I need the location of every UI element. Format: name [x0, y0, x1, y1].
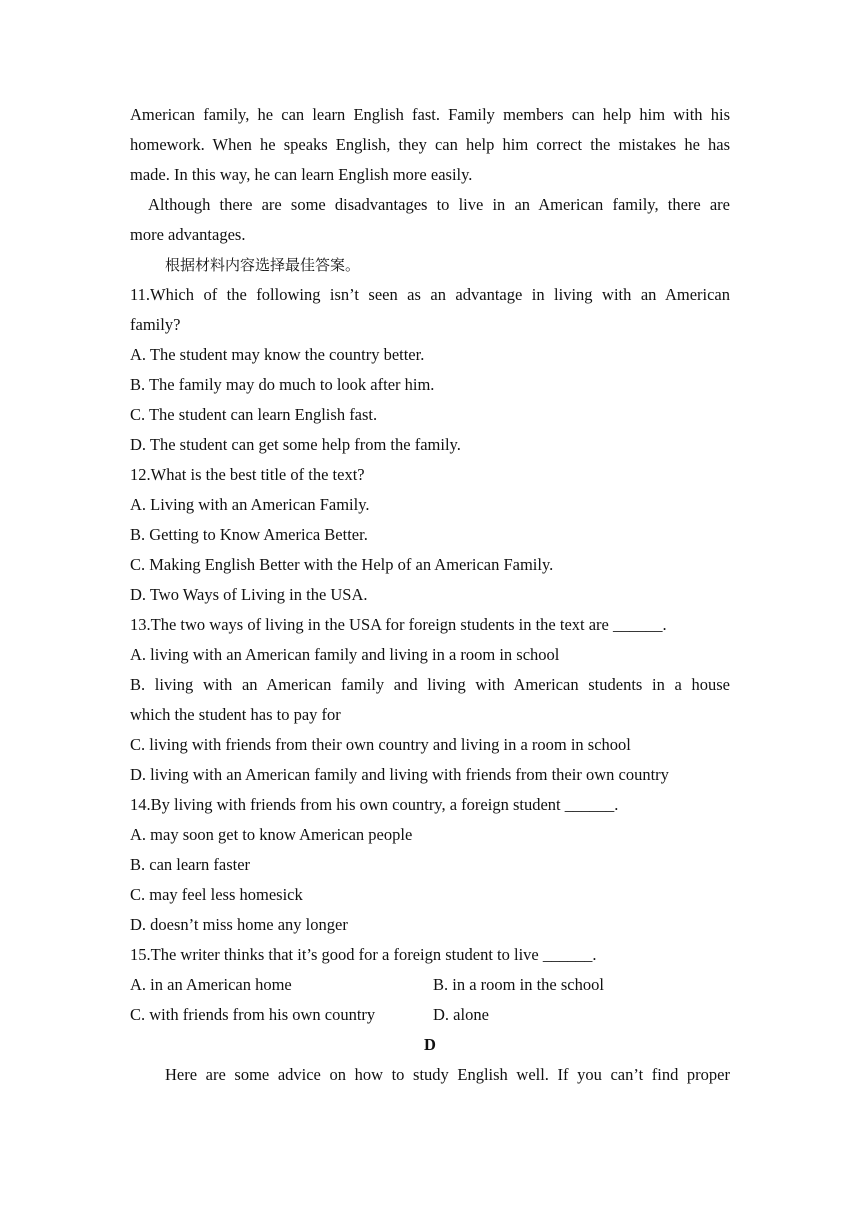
question-stem: 15.The writer thinks that it’s good for a foreign student to live ______.: [130, 945, 597, 964]
question-stem: 13.The two ways of living in the USA for foreign students in the text are ______.: [130, 615, 667, 634]
passage-line: more advantages.: [130, 225, 246, 244]
option: A. living with an American family and living in a room in school: [130, 645, 560, 664]
option: D. doesn’t miss home any longer: [130, 915, 348, 934]
instruction: 根据材料内容选择最佳答案。: [165, 256, 361, 274]
option: C. The student can learn English fast.: [130, 405, 378, 424]
option: C. Making English Better with the Help of an American Family.: [130, 555, 554, 574]
option: C. with friends from his own country: [130, 1005, 376, 1024]
option: B. living with an American family and living with American students in a house: [130, 675, 730, 694]
passage-line: American family, he can learn English fast. Family members can help him with his: [130, 105, 730, 124]
option: which the student has to pay for: [130, 705, 341, 724]
passage-line: homework. When he speaks English, they can help him correct the mistakes he has: [130, 135, 730, 154]
question-stem: 12.What is the best title of the text?: [130, 465, 365, 484]
option: B. in a room in the school: [433, 975, 604, 994]
document-page: [130, 100, 730, 1090]
passage-line: made. In this way, he can learn English more easily.: [130, 165, 473, 184]
option: C. living with friends from their own country and living in a room in school: [130, 735, 631, 754]
section-heading: D: [424, 1035, 436, 1054]
passage-line: Here are some advice on how to study English well. If you can’t find proper: [165, 1065, 730, 1084]
option: B. can learn faster: [130, 855, 251, 874]
option: A. Living with an American Family.: [130, 495, 370, 514]
option-row: [130, 970, 730, 1000]
option: D. alone: [433, 1005, 489, 1024]
option-row: [130, 1000, 730, 1030]
option: D. The student can get some help from the family.: [130, 435, 461, 454]
option: C. may feel less homesick: [130, 885, 303, 904]
option: D. Two Ways of Living in the USA.: [130, 585, 368, 604]
question-stem: 11.Which of the following isn’t seen as an advantage in living with an American: [130, 285, 730, 304]
option: B. Getting to Know America Better.: [130, 525, 368, 544]
option: B. The family may do much to look after him.: [130, 375, 435, 394]
option: D. living with an American family and living with friends from their own country: [130, 765, 669, 784]
passage-line: Although there are some disadvantages to live in an American family, there are: [148, 195, 730, 214]
question-stem: family?: [130, 315, 181, 334]
question-stem: 14.By living with friends from his own country, a foreign student ______.: [130, 795, 619, 814]
option: A. The student may know the country better.: [130, 345, 425, 364]
option: A. in an American home: [130, 975, 292, 994]
option: A. may soon get to know American people: [130, 825, 413, 844]
